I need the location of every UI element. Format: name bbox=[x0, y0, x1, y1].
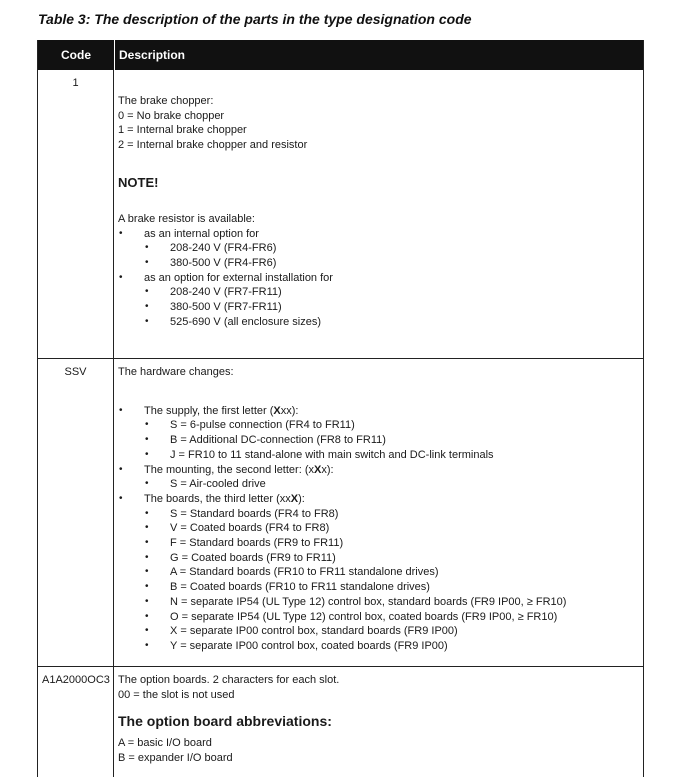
mounting-label-bold: X bbox=[313, 463, 322, 476]
sub-bullet: • 208-240 V (FR7-FR11) bbox=[118, 285, 643, 300]
bullet-mounting bbox=[118, 463, 643, 478]
sub-bullet: • N = separate IP54 (UL Type 12) control box, standard boards (FR9 IP00, ≥ FR10) bbox=[118, 595, 643, 610]
brake-option: 2 = Internal brake chopper and resistor bbox=[118, 139, 308, 152]
bullet-external: • as an option for external installation for bbox=[118, 271, 643, 286]
description-cell bbox=[114, 667, 643, 777]
brake-intro: The brake chopper: bbox=[118, 95, 214, 107]
bullet-internal: • as an internal option for bbox=[118, 227, 643, 242]
table-caption: Table 3: The description of the parts in the type designation code bbox=[38, 11, 472, 27]
sub-bullet: • F = Standard boards (FR9 to FR11) bbox=[118, 536, 643, 551]
bullet-supply bbox=[118, 404, 643, 419]
boards-label-post: ): bbox=[298, 492, 305, 505]
option-boards-line: The option boards. 2 characters for each slot. bbox=[118, 674, 340, 686]
sub-bullet: • 380-500 V (FR7-FR11) bbox=[118, 300, 643, 315]
sub-bullet: • O = separate IP54 (UL Type 12) control box, coated boards (FR9 IP00, ≥ FR10) bbox=[118, 610, 643, 625]
sub-bullet: • S = 6-pulse connection (FR4 to FR11) bbox=[118, 418, 643, 433]
mounting-label-post: x): bbox=[321, 463, 334, 476]
hardware-intro: The hardware changes: bbox=[118, 366, 234, 378]
sub-bullet: • X = separate IP00 control box, standard boards (FR9 IP00) bbox=[118, 624, 643, 639]
brake-option: 1 = Internal brake chopper bbox=[118, 124, 247, 137]
note-title: NOTE! bbox=[118, 174, 159, 190]
table-row-hardware bbox=[38, 359, 643, 667]
supply-label-bold: X bbox=[273, 404, 281, 417]
table-header bbox=[38, 40, 643, 70]
table-row-brake-chopper bbox=[38, 70, 643, 359]
table-row-option-boards bbox=[38, 667, 643, 777]
option-boards-line: 00 = the slot is not used bbox=[118, 688, 235, 701]
sub-bullet: • S = Standard boards (FR4 to FR8) bbox=[118, 507, 643, 522]
boards-label-bold: X bbox=[290, 492, 299, 505]
sub-bullet: • B = Coated boards (FR10 to FR11 standalone drives) bbox=[118, 580, 643, 595]
bullet-boards bbox=[118, 492, 643, 507]
supply-label-post: xx): bbox=[280, 404, 299, 417]
abbreviation-item: B = expander I/O board bbox=[118, 752, 233, 765]
code-cell: A1A2000OC3 bbox=[38, 667, 114, 777]
sub-bullet: • B = Additional DC-connection (FR8 to FR11) bbox=[118, 433, 643, 448]
header-code: Code bbox=[38, 40, 115, 70]
mounting-label-pre: The mounting, the second letter: (x bbox=[144, 463, 314, 476]
sub-bullet: • Y = separate IP00 control box, coated boards (FR9 IP00) bbox=[118, 639, 643, 654]
code-cell: 1 bbox=[38, 70, 114, 358]
type-designation-table bbox=[37, 40, 644, 777]
sub-bullet: • J = FR10 to 11 stand-alone with main switch and DC-link terminals bbox=[118, 448, 643, 463]
boards-label-pre: The boards, the third letter (xx bbox=[144, 492, 291, 505]
note-intro: A brake resistor is available: bbox=[118, 212, 255, 225]
sub-bullet: • V = Coated boards (FR4 to FR8) bbox=[118, 521, 643, 536]
sub-bullet: • 208-240 V (FR4-FR6) bbox=[118, 241, 643, 256]
sub-bullet: • G = Coated boards (FR9 to FR11) bbox=[118, 551, 643, 566]
brake-option: 0 = No brake chopper bbox=[118, 109, 225, 122]
abbreviations-heading: The option board abbreviations: bbox=[118, 713, 332, 730]
abbreviation-item: A = basic I/O board bbox=[118, 737, 212, 750]
header-description: Description bbox=[119, 48, 186, 62]
sub-bullet: • S = Air-cooled drive bbox=[118, 477, 643, 492]
sub-bullet: • 525-690 V (all enclosure sizes) bbox=[118, 315, 643, 330]
description-cell bbox=[114, 359, 643, 666]
code-cell: SSV bbox=[38, 359, 114, 666]
sub-bullet: • 380-500 V (FR4-FR6) bbox=[118, 256, 643, 271]
description-cell bbox=[114, 70, 643, 358]
supply-label-pre: The supply, the first letter ( bbox=[144, 404, 274, 417]
sub-bullet: • A = Standard boards (FR10 to FR11 standalone drives) bbox=[118, 565, 643, 580]
